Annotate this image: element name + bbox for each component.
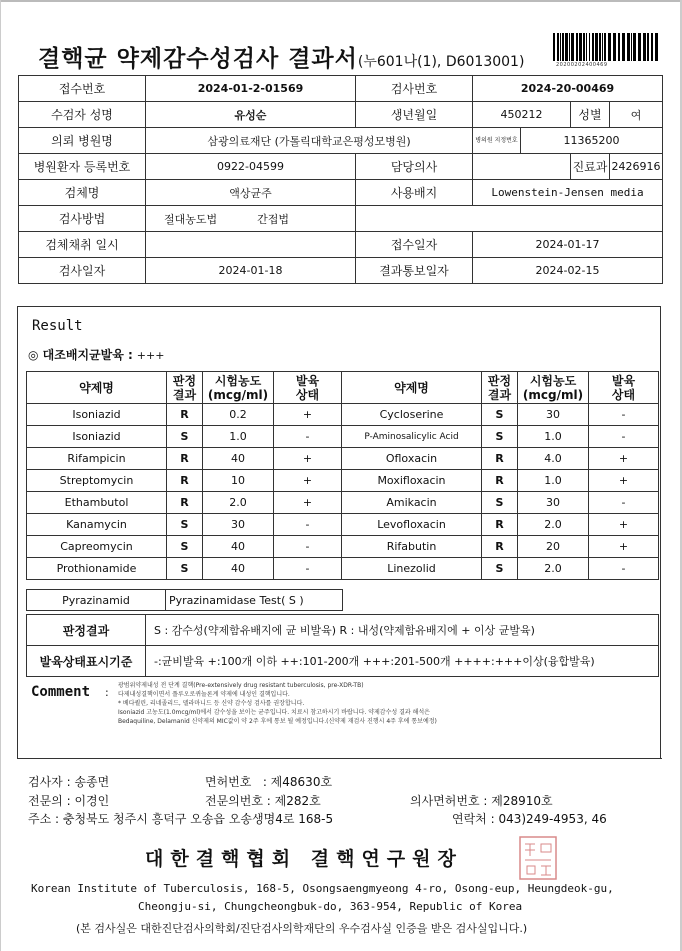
hospital-label: 의뢰 병원명	[19, 128, 146, 154]
drug-result: R	[167, 492, 203, 514]
method-values	[146, 206, 356, 232]
drug-name: Ofloxacin	[342, 448, 482, 470]
drug-row	[27, 514, 659, 536]
doc-license-line	[410, 792, 553, 809]
reported-value: 2024-02-15	[473, 258, 663, 284]
receipt-no-label: 접수번호	[19, 76, 146, 102]
drug-conc: 40	[203, 558, 274, 580]
collect-label: 검체채취 일시	[19, 232, 146, 258]
license-line	[205, 773, 332, 790]
barcode-bar	[599, 33, 601, 61]
result-heading: Result	[32, 318, 83, 334]
collect-value	[146, 232, 356, 258]
doctor-value	[473, 154, 571, 180]
contact-line	[452, 810, 607, 827]
drug-result: S	[167, 558, 203, 580]
doc-license-value: : 제28910호	[483, 794, 553, 808]
barcode-bar	[631, 33, 632, 61]
comment-colon: :	[105, 686, 109, 699]
drug-col-header: 약제명	[342, 372, 482, 404]
doctor-label: 담당의사	[356, 154, 473, 180]
drug-result: S	[482, 426, 518, 448]
drug-growth: +	[274, 492, 342, 514]
drug-col-header: 약제명	[27, 372, 167, 404]
test-no: 2024-20-00469	[473, 76, 663, 102]
drug-conc: 2.0	[203, 492, 274, 514]
dept-value: 2426916	[610, 154, 663, 180]
drug-name: Cycloserine	[342, 404, 482, 426]
barcode-bar	[627, 33, 630, 61]
drug-name: Linezolid	[342, 558, 482, 580]
barcode-bar	[576, 33, 578, 61]
test-no-label: 검사번호	[356, 76, 473, 102]
specimen-value: 액상균주	[146, 180, 356, 206]
drug-result: S	[167, 514, 203, 536]
drug-result: R	[167, 470, 203, 492]
barcode-bar	[571, 33, 574, 61]
english-address-2: Cheongju-si, Chungcheongbuk-do, 363-954, Republic of Korea	[138, 900, 523, 913]
specialist-name: 이경인	[74, 794, 110, 808]
drug-row	[27, 558, 659, 580]
drug-growth: -	[274, 558, 342, 580]
pyrazinamid-value: Pyrazinamidase Test( S )	[166, 590, 343, 611]
certification-note: (본 검사실은 대한진단검사의학회/진단검사의학재단의 우수검사실 인증을 받은 검사실입니다.)	[76, 922, 528, 935]
tester-line	[28, 773, 109, 790]
control-value: +++	[136, 349, 165, 362]
growth-legend-text: -:균비발육 +:100개 이하 ++:101-200개 +++:201-500개 ++++:+++이상(융합발육)	[146, 646, 659, 677]
barcode-bar	[560, 33, 561, 61]
drug-result: R	[482, 514, 518, 536]
drug-name: Rifampicin	[27, 448, 167, 470]
drug-conc: 1.0	[518, 426, 589, 448]
barcode-bar	[602, 33, 603, 61]
contact-value: 043)249-4953, 46	[498, 812, 607, 826]
drug-conc: 30	[203, 514, 274, 536]
drug-row	[27, 470, 659, 492]
drug-conc: 2.0	[518, 514, 589, 536]
pyrazinamid-label: Pyrazinamid	[27, 590, 166, 611]
patient-name: 유성순	[146, 102, 356, 128]
drug-growth: +	[274, 404, 342, 426]
license-value: : 제48630호	[262, 775, 333, 789]
drug-result: R	[482, 470, 518, 492]
comment-text	[118, 681, 658, 726]
page-border	[0, 0, 1, 951]
address-label: 주소 :	[28, 812, 60, 826]
drug-name: Amikacin	[342, 492, 482, 514]
method-2: 간접법	[257, 212, 290, 226]
drug-growth: -	[589, 492, 659, 514]
drug-row	[27, 404, 659, 426]
drug-conc: 2.0	[518, 558, 589, 580]
drug-growth: +	[589, 514, 659, 536]
barcode-bar	[579, 33, 582, 61]
tested-value: 2024-01-18	[146, 258, 356, 284]
barcode-bar	[618, 33, 620, 61]
drug-col-header: 판정 결과	[167, 372, 203, 404]
drug-row	[27, 536, 659, 558]
dept-label: 진료과	[571, 154, 610, 180]
tester-name: 송종면	[74, 775, 110, 789]
drug-row	[27, 448, 659, 470]
drug-result: S	[482, 558, 518, 580]
barcode-bar	[638, 33, 641, 61]
specimen-label: 검체명	[19, 180, 146, 206]
received-label: 접수일자	[356, 232, 473, 258]
method-label: 검사방법	[19, 206, 146, 232]
spec-license-label: 전문의번호	[205, 794, 263, 808]
barcode-bar	[589, 33, 590, 61]
drug-name: Isoniazid	[27, 404, 167, 426]
barcode-bar	[557, 33, 559, 61]
specialist-line	[28, 792, 109, 809]
sex-value: 여	[610, 102, 663, 128]
drug-conc: 1.0	[518, 470, 589, 492]
birth-label: 생년월일	[356, 102, 473, 128]
drug-conc: 40	[203, 448, 274, 470]
english-address-1: Korean Institute of Tuberculosis, 168-5, Osongsaengmyeong 4-ro, Osong-eup, Heungdeok-gu,	[31, 882, 614, 895]
drug-row	[27, 426, 659, 448]
barcode-bar	[583, 33, 585, 61]
drug-name: Kanamycin	[27, 514, 167, 536]
drug-name: Moxifloxacin	[342, 470, 482, 492]
comment-line: * 베다퀼린, 리네졸리드, 델라마니드 등 신약 감수성 검사를 권장합니다.	[118, 700, 305, 707]
legend-table	[26, 614, 659, 677]
comment-line: Isoniazid 고농도(1.0mcg/ml)에서 감수성을 보이는 균주입니다. 치료시 참고하시기 바랍니다. 약제감수성 결과 해석은	[118, 709, 430, 716]
barcode-bar	[569, 33, 570, 61]
spec-license-value: : 제282호	[266, 794, 321, 808]
drug-conc: 10	[203, 470, 274, 492]
sex-label: 성별	[571, 102, 610, 128]
barcode-bar	[608, 33, 611, 61]
drug-table-header	[27, 372, 659, 404]
license-label: 면허번호	[205, 775, 252, 789]
drug-name: Levofloxacin	[342, 514, 482, 536]
drug-growth: +	[589, 470, 659, 492]
drug-growth: +	[274, 470, 342, 492]
medium-label: 사용배지	[356, 180, 473, 206]
control-label: 대조배지균발육 :	[42, 348, 133, 362]
drug-result: S	[482, 404, 518, 426]
drug-name: Prothionamide	[27, 558, 167, 580]
drug-growth: -	[589, 426, 659, 448]
drug-conc: 1.0	[203, 426, 274, 448]
drug-col-header: 발육 상태	[274, 372, 342, 404]
bullet-icon: ◎	[28, 348, 39, 362]
comment-line: 광범위약제내성 전 단계 결핵(Pre-extensively drug resistant tuberculosis, pre-XDR-TB)	[118, 682, 364, 689]
patient-reg-label: 병원환자 등록번호	[19, 154, 146, 180]
drug-result: R	[167, 448, 203, 470]
patient-reg: 0922-04599	[146, 154, 356, 180]
barcode-bar	[586, 33, 587, 61]
method-empty	[356, 206, 663, 232]
control-growth	[28, 346, 164, 363]
drug-name: Rifabutin	[342, 536, 482, 558]
barcode-bar	[633, 33, 636, 61]
hospital-code: 11365200	[521, 128, 663, 154]
drug-result: R	[482, 448, 518, 470]
drug-result: S	[167, 536, 203, 558]
drug-result: R	[167, 404, 203, 426]
doc-license-label: 의사면허번호	[410, 794, 480, 808]
barcode-bar	[651, 33, 653, 61]
method-1: 절대농도법	[164, 212, 218, 226]
title-text: 결핵균 약제감수성검사 결과서	[38, 46, 358, 72]
barcode-bar	[647, 33, 649, 61]
barcode-bar	[562, 33, 564, 61]
official-seal-icon	[519, 836, 557, 880]
drug-name: Isoniazid	[27, 426, 167, 448]
contact-label: 연락처 :	[452, 812, 495, 826]
page-border	[0, 0, 682, 2]
drug-growth: +	[274, 448, 342, 470]
drug-result: S	[482, 492, 518, 514]
barcode-bar	[604, 33, 606, 61]
judge-text: S : 감수성(약제함유배지에 균 비발육) R : 내성(약제함유배지에 + 이상 균발육)	[146, 615, 659, 646]
medium-value: Lowenstein-Jensen media	[473, 180, 663, 206]
drug-col-header: 발육 상태	[589, 372, 659, 404]
drug-result: R	[482, 536, 518, 558]
barcode-bar	[643, 33, 646, 61]
title-code: (누601나(1), D6013001)	[357, 54, 525, 70]
judge-label: 판정결과	[27, 615, 146, 646]
comment-line: 다제내성결핵이면서 플루오로퀴놀론계 약제에 내성인 결핵입니다.	[118, 691, 290, 698]
patient-name-label: 수검자 성명	[19, 102, 146, 128]
drug-growth: -	[274, 536, 342, 558]
barcode-number: 20200202400469	[556, 62, 608, 68]
spec-license-line	[205, 792, 321, 809]
drug-growth: -	[589, 558, 659, 580]
birth-value: 450212	[473, 102, 571, 128]
comment-label: Comment	[31, 684, 91, 700]
receipt-no: 2024-01-2-01569	[146, 76, 356, 102]
drug-conc: 30	[518, 492, 589, 514]
patient-info-table	[18, 75, 663, 284]
drug-table	[26, 371, 659, 580]
drug-conc: 4.0	[518, 448, 589, 470]
barcode-bar	[613, 33, 616, 61]
drug-conc: 40	[203, 536, 274, 558]
drug-name: P-Aminosalicylic Acid	[342, 426, 482, 448]
received-value: 2024-01-17	[473, 232, 663, 258]
barcode-bar	[655, 33, 658, 61]
drug-result: S	[167, 426, 203, 448]
drug-growth: +	[589, 536, 659, 558]
drug-name: Capreomycin	[27, 536, 167, 558]
drug-conc: 0.2	[203, 404, 274, 426]
growth-legend-label: 발육상태표시기준	[27, 646, 146, 677]
address-line	[28, 810, 333, 827]
drug-growth: -	[274, 514, 342, 536]
reported-label: 결과통보일자	[356, 258, 473, 284]
drug-col-header: 시험농도 (mcg/ml)	[203, 372, 274, 404]
drug-growth: -	[589, 404, 659, 426]
hospital-value: 삼광의료재단 (가톨릭대학교은평성모병원)	[146, 128, 473, 154]
barcode-bar	[553, 33, 555, 61]
drug-col-header: 판정 결과	[482, 372, 518, 404]
drug-conc: 30	[518, 404, 589, 426]
pyrazinamid-table	[26, 589, 343, 611]
section-divider	[18, 758, 662, 759]
tested-label: 검사일자	[19, 258, 146, 284]
barcode-bar	[565, 33, 568, 61]
drug-name: Streptomycin	[27, 470, 167, 492]
barcode-icon	[553, 33, 658, 63]
barcode-bar	[592, 33, 594, 61]
barcode-bar	[622, 33, 625, 61]
drug-conc: 20	[518, 536, 589, 558]
barcode-bar	[595, 33, 598, 61]
drug-growth: +	[589, 448, 659, 470]
hospital-code-label: 병의원 지정번호	[473, 128, 521, 154]
organization-name: 대한결핵협회 결핵연구원장	[145, 848, 463, 870]
drug-col-header: 시험농도 (mcg/ml)	[518, 372, 589, 404]
tester-label: 검사자 :	[28, 775, 71, 789]
drug-name: Ethambutol	[27, 492, 167, 514]
document-title	[38, 40, 524, 73]
comment-line: Bedaquiline, Delamanid 신약제의 MIC값이 약 2주 후에 통보 될 예정입니다.(신약제 재검사 진행시 4주 후에 통보예정)	[118, 718, 437, 725]
drug-row	[27, 492, 659, 514]
drug-growth: -	[274, 426, 342, 448]
address-value: 충청북도 청주시 흥덕구 오송읍 오송생명4로 168-5	[62, 812, 334, 826]
specialist-label: 전문의 :	[28, 794, 71, 808]
